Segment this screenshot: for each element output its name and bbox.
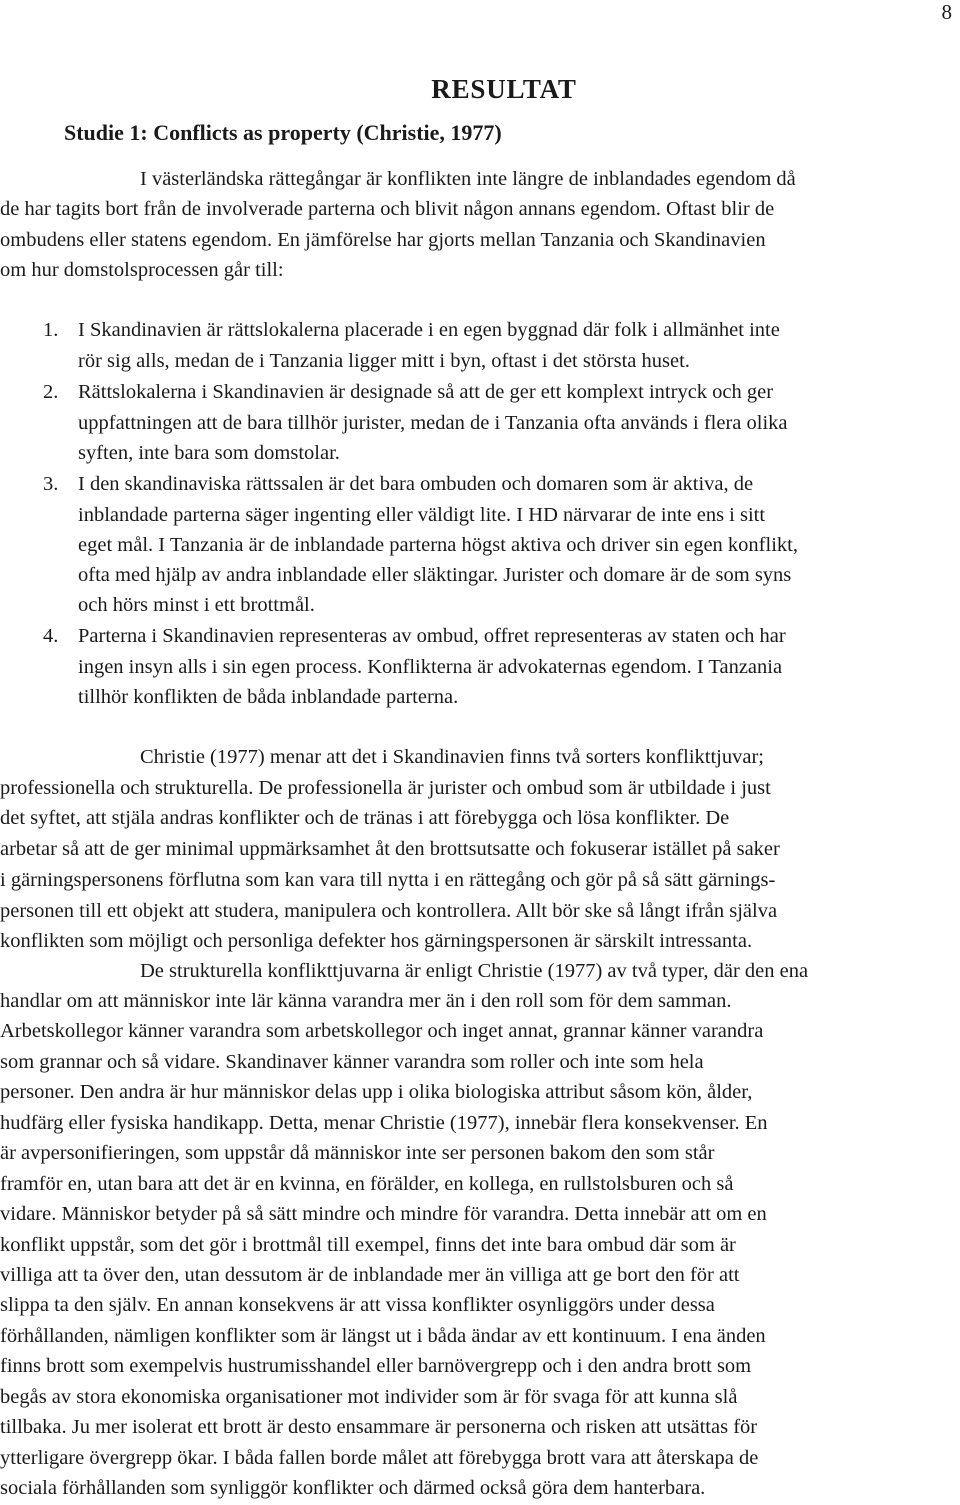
text-line: inblandade parterna säger ingenting eller väldigt lite. I HD närvarar de inte ens i sitt <box>78 504 766 526</box>
text-line: slippa ta den själv. En annan konsekvens är att vissa konflikter osynliggörs under dessa <box>0 1294 715 1316</box>
text-line: Arbetskollegor känner varandra som arbetskollegor och inget annat, grannar känner varandra <box>0 1020 764 1042</box>
text-line: arbetar så att de ger minimal uppmärksamhet åt den brottsutsatte och fokuserar istället på saker <box>0 838 780 860</box>
text-line: professionella och strukturella. De professionella är jurister och ombud som är utbildade i just <box>0 777 771 799</box>
text-line: sociala förhållanden som synliggör konflikter och därmed också göra dem hanterbara. <box>0 1477 706 1499</box>
text-line: uppfattningen att de bara tillhör jurister, medan de i Tanzania ofta används i flera olika <box>78 412 788 434</box>
study-subheading: Studie 1: Conflicts as property (Christie, 1977) <box>64 120 502 145</box>
text-line: förhållanden, nämligen konflikter som är längst ut i båda ändar av ett kontinuum. I ena änden <box>0 1325 766 1347</box>
list-number: 2. <box>43 381 59 403</box>
section-heading: RESULTAT <box>431 74 577 104</box>
text-line: personer. Den andra är hur människor delas upp i olika biologiska attribut såsom kön, ålder, <box>0 1081 753 1103</box>
text-line: syften, inte bara som domstolar. <box>78 442 340 464</box>
text-line: I Skandinavien är rättslokalerna placerade i en egen byggnad där folk i allmänhet inte <box>78 319 780 341</box>
text-line: ombudens eller statens egendom. En jämförelse har gjorts mellan Tanzania och Skandinavien <box>0 229 766 251</box>
text-line: eget mål. I Tanzania är de inblandade parterna högst aktiva och driver sin egen konflikt, <box>78 534 798 556</box>
text-line: konflikten som möjligt och personliga defekter hos gärningspersonen är särskilt intressanta. <box>0 930 753 952</box>
list-number: 4. <box>43 625 59 647</box>
text-line: finns brott som exempelvis hustrumisshandel eller barnövergrepp och i den andra brott som <box>0 1355 752 1377</box>
text-line: villiga att ta över den, utan dessutom är de inblandade mer än villiga att ge bort den för att <box>0 1264 740 1286</box>
text-line: Christie (1977) menar att det i Skandinavien finns två sorters konflikttjuvar; <box>140 746 764 768</box>
text-line: handlar om att människor inte lär känna varandra mer än i den roll som för dem samman. <box>0 990 732 1012</box>
text-line: I den skandinaviska rättssalen är det bara ombuden och domaren som är aktiva, de <box>78 473 754 495</box>
text-line: vidare. Människor betyder på så sätt mindre och mindre för varandra. Detta innebär att om en <box>0 1203 767 1225</box>
text-line: i gärningspersonens förflutna som kan vara till nytta i en rättegång och gör på så sätt gärnings- <box>0 869 776 891</box>
text-line: konflikt uppstår, som det gör i brottmål till exempel, finns det inte bara ombud där som är <box>0 1234 736 1256</box>
text-line: det syftet, att stjäla andras konflikter och de tränas i att förebygga och lösa konflikter. De <box>0 807 730 829</box>
text-line: som grannar och så vidare. Skandinaver känner varandra som roller och inte som hela <box>0 1051 704 1073</box>
text-line: ingen insyn alls i sin egen process. Konflikterna är advokaternas egendom. I Tanzania <box>78 656 783 678</box>
text-line: de har tagits bort från de involverade parterna och blivit någon annans egendom. Oftast blir de <box>0 198 775 220</box>
text-line: De strukturella konflikttjuvarna är enligt Christie (1977) av två typer, där den ena <box>140 960 809 982</box>
text-line: och hörs minst i ett brottmål. <box>78 594 315 616</box>
list-number: 1. <box>43 319 59 341</box>
text-line: tillbaka. Ju mer isolerat ett brott är desto ensammare är personerna och risken att utsättas för <box>0 1416 758 1438</box>
text-line: ofta med hjälp av andra inblandade eller släktingar. Jurister och domare är de som syns <box>78 564 792 586</box>
text-line: framför en, utan bara att det är en kvinna, en förälder, en kollega, en rullstolsburen och så <box>0 1173 734 1195</box>
text-line: om hur domstolsprocessen går till: <box>0 259 284 281</box>
text-line: är avpersonifieringen, som uppstår då människor inte ser personen bakom den som står <box>0 1142 715 1164</box>
text-line: hudfärg eller fysiska handikapp. Detta, menar Christie (1977), innebär flera konsekvenser. En <box>0 1112 768 1134</box>
text-line: Rättslokalerna i Skandinavien är designade så att de ger ett komplext intryck och ger <box>78 381 774 403</box>
text-line: personen till ett objekt att studera, manipulera och kontrollera. Allt bör ske så långt ifrån själva <box>0 900 778 922</box>
text-line: rör sig alls, medan de i Tanzania ligger mitt i byn, oftast i det största huset. <box>78 350 690 372</box>
page-number: 8 <box>941 0 952 24</box>
text-line: begås av stora ekonomiska organisationer mot individer som är för svaga för att kunna slå <box>0 1386 738 1408</box>
text-line: tillhör konflikten de båda inblandade parterna. <box>78 686 459 708</box>
text-line: I västerländska rättegångar är konflikten inte längre de inblandades egendom då <box>140 168 796 190</box>
list-number: 3. <box>43 473 59 495</box>
text-line: ytterligare övergrepp ökar. I båda fallen borde målet att förebygga brott vara att återskapa de <box>0 1447 759 1469</box>
text-line: Parterna i Skandinavien representeras av ombud, offret representeras av staten och har <box>78 625 786 647</box>
